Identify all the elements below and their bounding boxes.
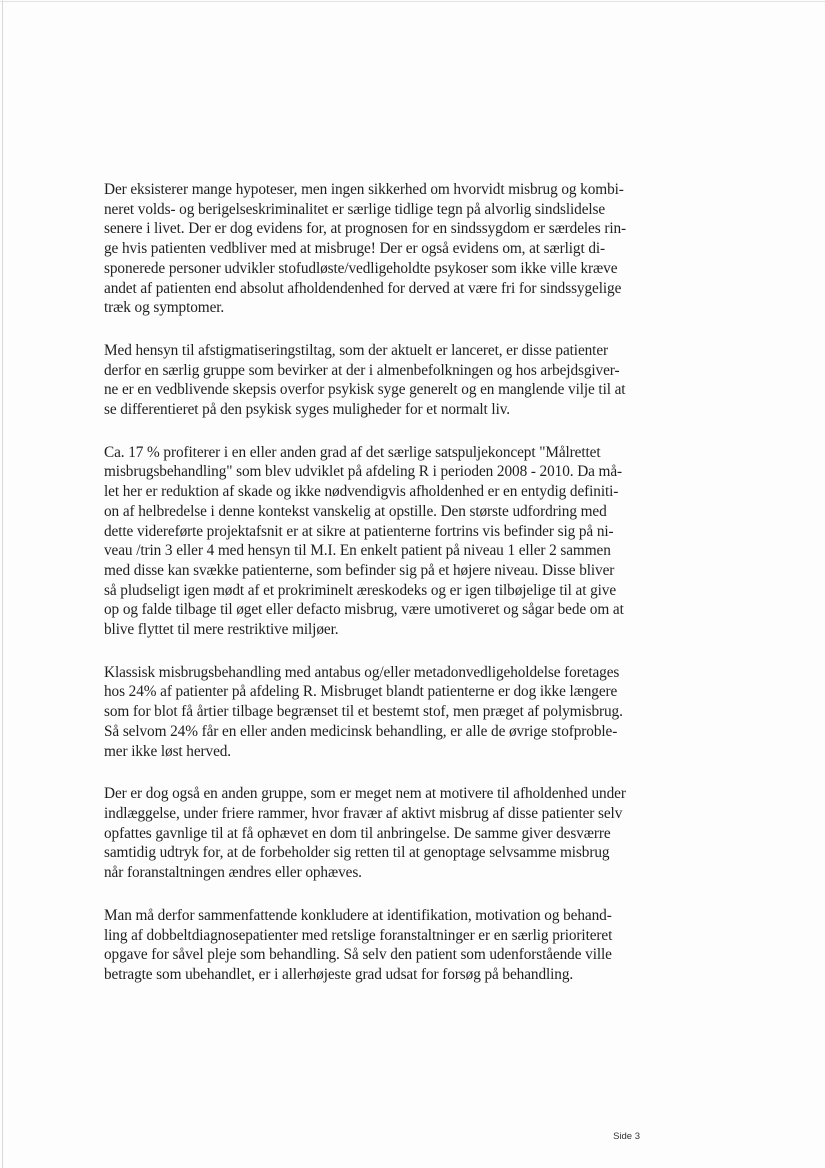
text-line: veau /trin 3 eller 4 med hensyn til M.I. En enkelt patient på niveau 1 eller 2 sammen bbox=[104, 542, 611, 560]
paragraph bbox=[104, 663, 644, 762]
text-line: Man må derfor sammenfattende konkludere at identifikation, motivation og behand- bbox=[104, 906, 612, 924]
text-line: misbrugsbehandling" som blev udviklet på afdeling R i perioden 2008 - 2010. Da må- bbox=[104, 463, 623, 481]
text-line: dette videreførte projektafsnit er at sikre at patienterne fortrins vis befinder sig på ni- bbox=[104, 522, 614, 540]
text-line: Så selvom 24% får en eller anden medicinsk behandling, er alle de øvrige stofproble- bbox=[104, 722, 618, 740]
paragraph bbox=[104, 341, 644, 420]
text-line: indlæggelse, under friere rammer, hvor fravær af aktivt misbrug af disse patienter selv bbox=[104, 804, 623, 822]
text-line: betragte som ubehandlet, er i allerhøjeste grad udsat for forsøg på behandling. bbox=[104, 965, 574, 983]
text-line: blive flyttet til mere restriktive miljøer. bbox=[104, 621, 339, 639]
text-line: se differentieret på den psykisk syges muligheder for et normalt liv. bbox=[104, 401, 511, 419]
paragraph bbox=[104, 784, 644, 883]
paragraph bbox=[104, 443, 644, 640]
text-line: let her er reduktion af skade og ikke nødvendigvis afholdenhed er en entydig definiti- bbox=[104, 483, 619, 501]
text-line: op og falde tilbage til øget eller defacto misbrug, være umotiveret og sågar bede om at bbox=[104, 601, 624, 619]
text-line: derfor en særlig gruppe som bevirker at der i almenbefolkningen og hos arbejdsgiver- bbox=[104, 361, 620, 379]
text-line: sponerede personer udvikler stofudløste/vedligeholdte psykoser som ikke ville kræve bbox=[104, 259, 618, 277]
text-line: så pludseligt igen mødt af et prokriminelt æreskodeks og er igen tilbøjelige til at give bbox=[104, 581, 617, 599]
paragraph bbox=[104, 180, 644, 318]
text-line: når foranstaltningen ændres eller ophæves. bbox=[104, 864, 362, 882]
text-line: andet af patienten end absolut afholdendenhed for derved at være fri for sindssygelige bbox=[104, 279, 622, 297]
text-line: hos 24% af patienter på afdeling R. Misbruget blandt patienterne er dog ikke længere bbox=[104, 683, 618, 701]
paragraph bbox=[104, 906, 644, 985]
text-line: ge hvis patienten vedbliver med at misbruge! Der er også evidens om, at særligt di- bbox=[104, 240, 606, 258]
page-number: Side 3 bbox=[613, 1131, 640, 1142]
text-line: ling af dobbeltdiagnosepatienter med retslige foranstaltninger er en særlig prioriteret bbox=[104, 926, 613, 944]
text-line: med disse kan svække patienterne, som befinder sig på et højere niveau. Disse bliver bbox=[104, 561, 615, 579]
text-line: træk og symptomer. bbox=[104, 299, 225, 317]
text-line: senere i livet. Der er dog evidens for, at prognosen for en sindssygdom er særdeles rin- bbox=[104, 220, 627, 238]
text-line: on af helbredelse i denne kontekst vanskelig at opstille. Den største udfordring med bbox=[104, 502, 607, 520]
text-line: Klassisk misbrugsbehandling med antabus og/eller metadonvedligeholdelse foretages bbox=[104, 663, 620, 681]
body-text bbox=[104, 180, 644, 1008]
text-line: Med hensyn til afstigmatiseringstiltag, som der aktuelt er lanceret, er disse patienter bbox=[104, 341, 609, 359]
text-line: Der eksisterer mange hypoteser, men ingen sikkerhed om hvorvidt misbrug og kombi- bbox=[104, 181, 624, 198]
text-line: opgave for såvel pleje som behandling. Så selv den patient som udenforstående ville bbox=[104, 946, 612, 964]
text-line: som for blot få årtier tilbage begrænset til et bestemt stof, men præget af polymisbrug. bbox=[104, 703, 623, 721]
scan-edge-left bbox=[2, 0, 3, 1168]
text-line: neret volds- og berigelseskriminalitet er særlige tidlige tegn på alvorlig sindslidelse bbox=[104, 200, 606, 218]
text-line: ne er en vedblivende skepsis overfor psykisk syge generelt og en manglende vilje til at bbox=[104, 381, 626, 399]
text-line: Der er dog også en anden gruppe, som er meget nem at motivere til afholdenhed under bbox=[104, 785, 626, 803]
text-line: opfattes gavnlige til at få ophævet en dom til anbringelse. De samme giver desværre bbox=[104, 824, 611, 842]
scan-edge-top bbox=[0, 1, 825, 2]
text-line: mer ikke løst herved. bbox=[104, 742, 232, 760]
text-line: Ca. 17 % profiterer i en eller anden grad af det særlige satspuljekoncept "Målrettet bbox=[104, 443, 601, 461]
text-line: samtidig udtryk for, at de forbeholder sig retten til at genoptage selvsamme misbrug bbox=[104, 844, 610, 862]
